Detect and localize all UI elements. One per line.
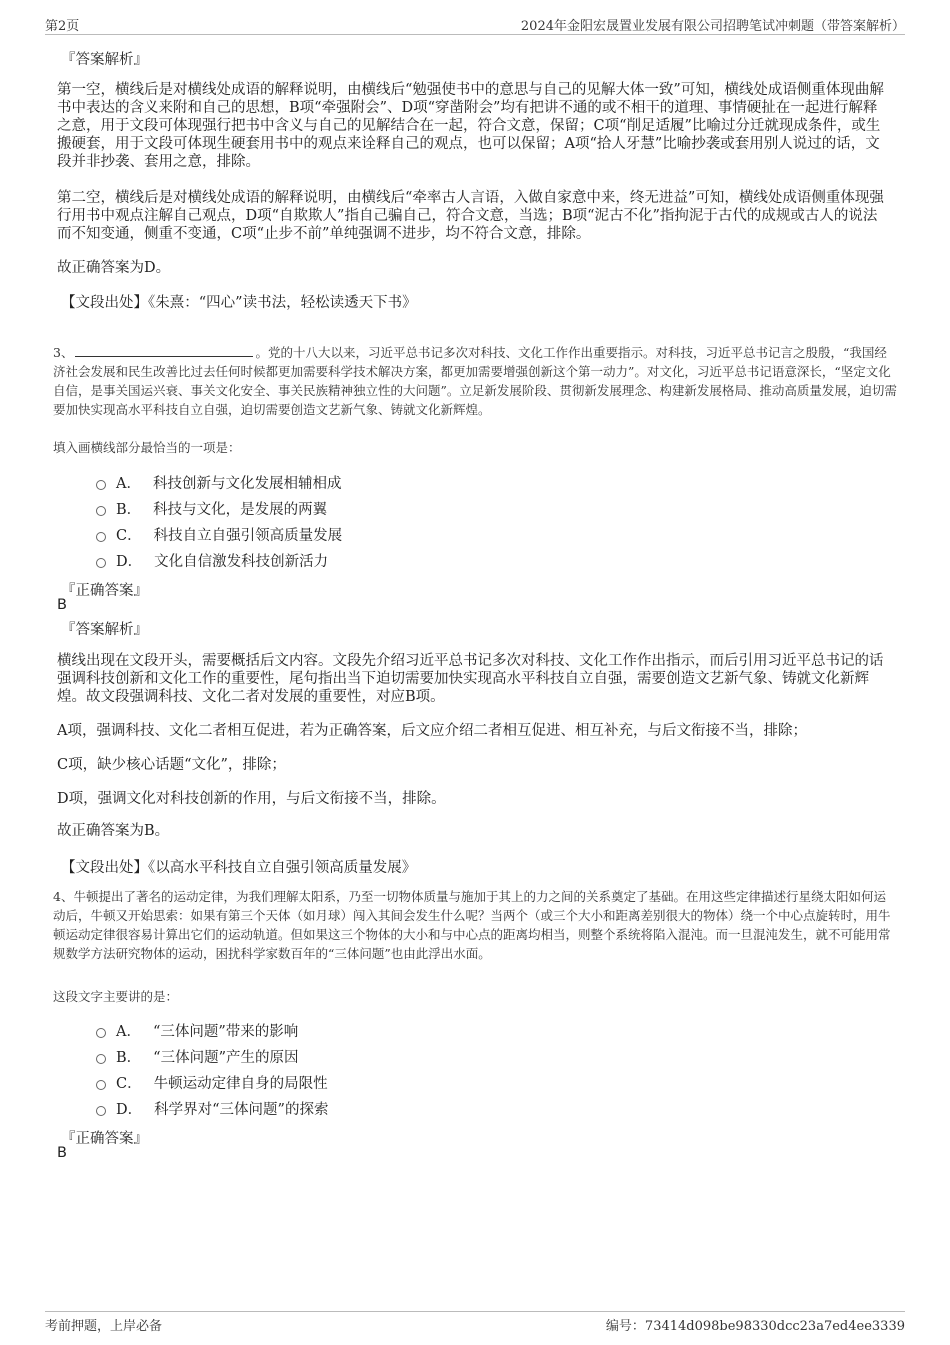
option-b[interactable] [96,498,327,519]
option-a[interactable] [96,1020,298,1041]
question-prompt: 这段文字主要讲的是： [53,989,179,1004]
correct-answer: B [57,1145,67,1161]
option-letter: C． [116,528,142,544]
option-a[interactable] [96,472,341,493]
question-text: 。党的十八大以来，习近平总书记多次对科技、文化工作作出重要指示。对科技，习近平总书记言之殷殷，“我国经济社会发展和民生改善比过去任何时候都更加需要科学技术解决方案，都更加需要增强创新这个第一动力”。对文化，习近平总书记语意深长，“坚定文化自信，是事关国运兴衰、事关文化安全、事关民族精神独立性的大问题”。立足新发展阶段、贯彻新发展理念、构建新发展格局、推动高质量发展，迫切需要加快实现高水平科技自立自强，迫切需要创造文艺新气象、铸就文化新辉煌。 [53,345,897,417]
conclusion-text: 故正确答案为B。 [57,823,170,839]
radio-icon[interactable] [96,1080,106,1090]
option-c[interactable] [96,524,342,545]
radio-icon[interactable] [96,1106,106,1116]
radio-icon[interactable] [96,558,106,568]
question-number: 3、 [53,345,74,360]
page-footer [45,1311,905,1336]
analysis-paragraph: C项，缺少核心话题“文化”，排除； [57,757,286,773]
analysis-paragraph: A项，强调科技、文化二者相互促进，若为正确答案，后文应介绍二者相互促进、相互补充，与后文衔接不当，排除； [57,723,807,739]
option-text: 科技自立自强引领高质量发展 [153,528,343,544]
option-c[interactable] [96,1072,328,1093]
option-text: 牛顿运动定律自身的局限性 [153,1076,328,1092]
option-letter: D． [116,554,143,570]
analysis-paragraph: 第一空，横线后是对横线处成语的解释说明，由横线后“勉强使书中的意思与自己的见解大体一致”可知，横线处成语侧重体现曲解书中表达的含义来附和自己的思想，B项“牵强附会”、D项“穿凿附会”均有把讲不通的或不相干的道理、事情硬扯在一起进行解释之意，用于文段可体现强行把书中含义与自己的见解结合在一起，符合文意，保留；C项“削足适履”比喻过分迁就现成条件，或生搬硬套，用于文段可体现生硬套用书中的观点来诠释自己的观点，也可以保留；A项“拾人牙慧”比喻抄袭或套用别人说过的话，文段并非抄袭、套用之意，排除。 [57,82,884,170]
option-letter: B． [116,502,142,518]
option-text: 科技与文化，是发展的两翼 [153,502,328,518]
document-id: 编号：73414d098be98330dcc23a7ed4ee3339 [605,1319,905,1334]
analysis-paragraph: 第二空，横线后是对横线处成语的解释说明，由横线后“牵率古人言语，入做自家意中来，终无进益”可知，横线处成语侧重体现强行用书中观点注解自己观点，D项“自欺欺人”指自己骗自己，符合文意，当选；B项“泥古不化”指拘泥于古代的成规或古人的说法而不知变通，侧重不变通，C项“止步不前”单纯强调不进步，均不符合文意，排除。 [57,190,884,242]
radio-icon[interactable] [96,480,106,490]
option-text: 科学界对“三体问题”的探索 [154,1102,329,1118]
option-text: “三体问题”产生的原因 [153,1050,299,1066]
analysis-label: 『答案解析』 [61,52,148,68]
source-citation: 【文段出处】《朱熹：“四心”读书法，轻松读透天下书》 [61,295,417,311]
option-b[interactable] [96,1046,298,1067]
source-citation: 【文段出处】《以高水平科技自立自强引领高质量发展》 [61,860,417,876]
radio-icon[interactable] [96,506,106,516]
option-d[interactable] [96,550,328,571]
option-letter: A． [116,1024,141,1040]
conclusion-text: 故正确答案为D。 [57,260,171,276]
page-header [45,12,905,35]
option-letter: B． [116,1050,142,1066]
radio-icon[interactable] [96,1028,106,1038]
footer-slogan: 考前押题，上岸必备 [45,1319,163,1334]
radio-icon[interactable] [96,1054,106,1064]
option-text: “三体问题”带来的影响 [152,1024,299,1040]
document-title: 2024年金阳宏晟置业发展有限公司招聘笔试冲刺题（带答案解析） [520,19,905,34]
option-letter: C． [116,1076,142,1092]
option-text: 科技创新与文化发展相辅相成 [152,476,342,492]
analysis-paragraph: 横线出现在文段开头，需要概括后文内容。文段先介绍习近平总书记多次对科技、文化工作作出指示，而后引用习近平总书记的话强调科技创新和文化工作的重要性，尾句指出当下迫切需要加快实现高水平科技自立自强，需要创造文艺新气象、铸就文化新辉煌。故文段强调科技、文化二者对发展的重要性，对应B项。 [57,653,884,705]
analysis-paragraph: D项，强调文化对科技创新的作用，与后文衔接不当，排除。 [57,791,446,807]
correct-answer-label: 『正确答案』 [61,583,148,599]
correct-answer: B [57,597,67,613]
analysis-label: 『答案解析』 [61,622,148,638]
question-prompt: 填入画横线部分最恰当的一项是： [53,440,241,455]
radio-icon[interactable] [96,532,106,542]
question-stem [53,343,898,419]
option-text: 文化自信激发科技创新活力 [154,554,329,570]
option-letter: A． [116,476,141,492]
question-stem: 4、牛顿提出了著名的运动定律，为我们理解太阳系，乃至一切物体质量与施加于其上的力之间的关系奠定了基础。在用这些定律描述行星绕太阳如何运动后，牛顿又开始思索：如果有第三个天体（如月球）闯入其间会发生什么呢？当两个（或三个大小和距离差别很大的物体）绕一个中心点旋转时，用牛顿运动定律很容易计算出它们的运动轨道。但如果这三个物体的大小和与中心点的距离均相当，则整个系统将陷入混沌。而一旦混沌发生，就不可能用常规数学方法研究物体的运动，困扰科学家数百年的“三体问题”也由此浮出水面。 [53,889,891,961]
page-number: 第2页 [45,19,80,34]
correct-answer-label: 『正确答案』 [61,1131,148,1147]
option-d[interactable] [96,1098,328,1119]
option-letter: D． [116,1102,143,1118]
fill-blank [75,344,253,357]
